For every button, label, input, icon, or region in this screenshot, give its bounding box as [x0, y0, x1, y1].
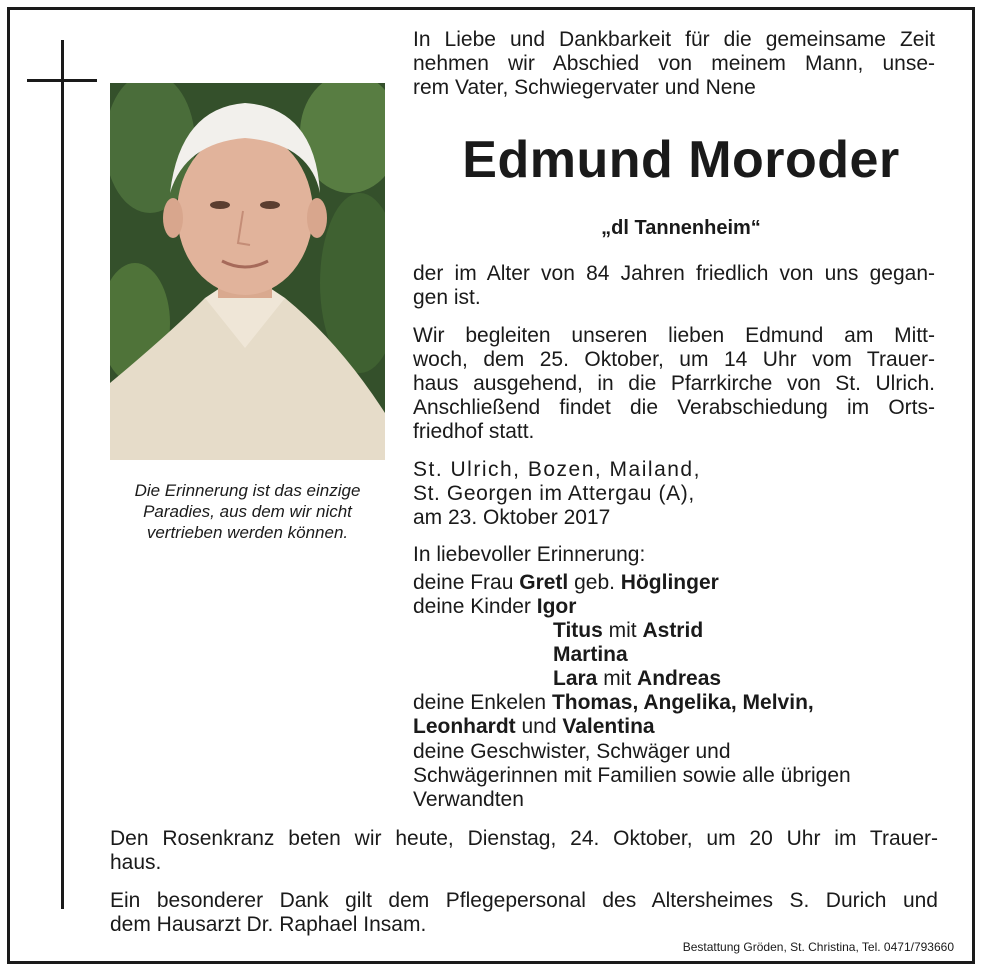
deceased-nickname: „dl Tannenheim“: [601, 217, 761, 239]
family-name: Thomas, Angelika, Melvin,: [551, 691, 814, 714]
thanks-line: dem Hausarzt Dr. Raphael Insam.: [110, 913, 427, 936]
family-label: mit: [602, 619, 643, 642]
family-label: deine Frau: [413, 571, 520, 594]
family-name: Leonhardt: [413, 715, 516, 738]
family-siblings: Verwandten: [413, 788, 524, 811]
family-label: geb.: [568, 571, 621, 594]
quote-line: vertrieben werden können.: [146, 523, 349, 542]
family-siblings: Schwägerinnen mit Familien sowie alle übrigen: [413, 764, 851, 787]
deceased-name: Edmund Moroder: [462, 131, 900, 189]
funeral-line: Wir begleiten unseren lieben Edmund am Mitt-: [413, 324, 935, 347]
family-name: Valentina: [562, 715, 655, 738]
family-name: Martina: [553, 643, 628, 666]
memory-heading: In liebevoller Erinnerung:: [413, 543, 646, 566]
family-label: deine Kinder: [413, 595, 537, 618]
place-line: St. Ulrich, Bozen, Mailand,: [413, 458, 701, 481]
intro-line: nehmen wir Abschied von meinem Mann, unse-: [413, 52, 935, 75]
thanks-line: Ein besonderer Dank gilt dem Pflegepersonal des Altersheimes S. Durich und: [110, 889, 938, 912]
family-label: mit: [597, 667, 638, 690]
family-name: Titus: [553, 619, 603, 642]
cross-icon-bar: [27, 79, 97, 82]
funeral-line: haus ausgehend, in die Pfarrkirche von St. Ulrich.: [413, 372, 935, 395]
rosary-line: Den Rosenkranz beten wir heute, Dienstag, 24. Oktober, um 20 Uhr im Trauer-: [110, 827, 938, 850]
family-label: und: [515, 715, 563, 738]
intro-line: In Liebe und Dankbarkeit für die gemeinsame Zeit: [413, 28, 935, 51]
place-line: St. Georgen im Attergau (A),: [413, 482, 695, 505]
rosary-line: haus.: [110, 851, 162, 874]
funeral-home-credit: Bestattung Gröden, St. Christina, Tel. 0471/793660: [682, 940, 954, 954]
age-line: gen ist.: [413, 286, 481, 309]
portrait-photo: [110, 83, 385, 460]
quote-line: Paradies, aus dem wir nicht: [143, 502, 352, 521]
family-siblings: deine Geschwister, Schwäger und: [413, 740, 731, 763]
family-name: Igor: [536, 595, 577, 618]
family-child: [553, 667, 721, 691]
quote-line: Die Erinnerung ist das einzige: [134, 481, 361, 500]
family-child: [553, 619, 703, 643]
family-name: Lara: [553, 667, 598, 690]
family-name: Andreas: [637, 667, 722, 690]
funeral-line: woch, dem 25. Oktober, um 14 Uhr vom Trauer-: [413, 348, 935, 371]
date-line: am 23. Oktober 2017: [413, 506, 611, 529]
family-children: [413, 595, 576, 619]
intro-line: rem Vater, Schwiegervater und Nene: [413, 76, 756, 99]
memorial-quote: [105, 480, 390, 543]
funeral-line: Anschließend findet die Verabschiedung im Orts-: [413, 396, 935, 419]
family-name: Gretl: [519, 571, 569, 594]
family-grandchildren: [413, 715, 655, 739]
family-name: Höglinger: [620, 571, 719, 594]
funeral-line: friedhof statt.: [413, 420, 535, 443]
cross-icon: [61, 40, 64, 909]
family-child: [553, 643, 628, 667]
family-wife: [413, 571, 719, 595]
family-name: Astrid: [642, 619, 704, 642]
family-grandchildren: [413, 691, 814, 715]
family-label: deine Enkelen: [413, 691, 552, 714]
age-line: der im Alter von 84 Jahren friedlich von uns gegan-: [413, 262, 935, 285]
